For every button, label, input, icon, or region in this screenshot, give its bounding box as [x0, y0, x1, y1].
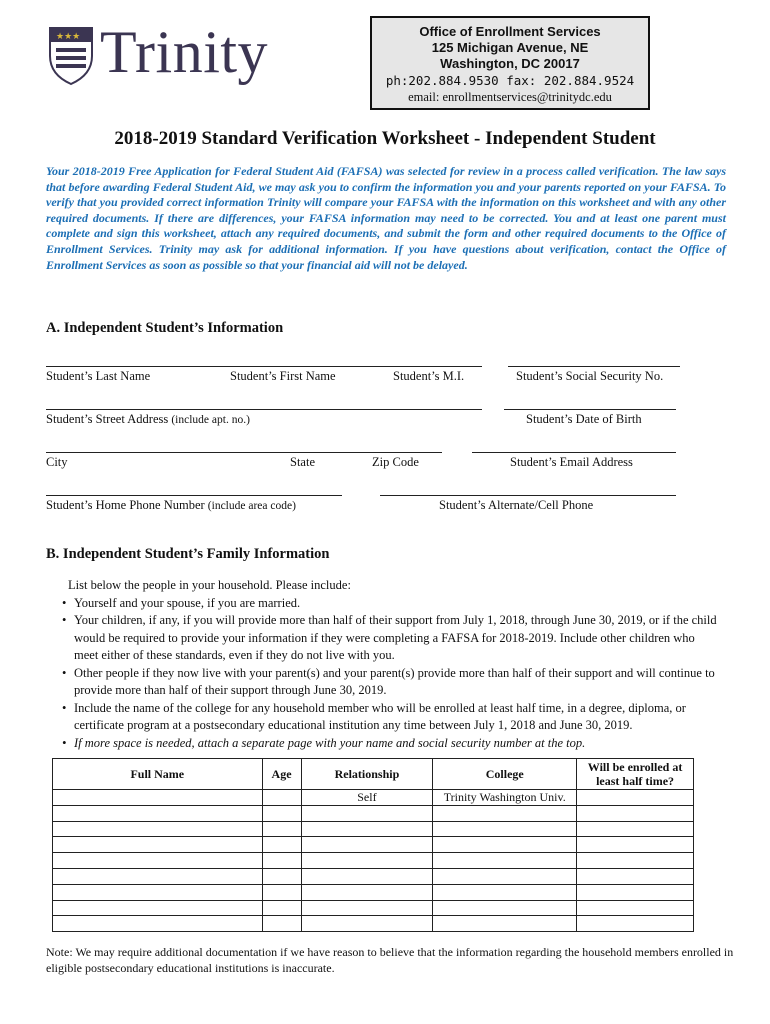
cell-half-time[interactable]: [577, 790, 694, 806]
ssn-label: Student’s Social Security No.: [516, 369, 664, 383]
office-email: email: enrollmentservices@trinitydc.edu: [408, 90, 612, 104]
table-row: [53, 821, 694, 837]
cell-full-name[interactable]: [53, 884, 263, 900]
logo-wordmark: Trinity: [100, 19, 269, 85]
city-label: City: [46, 455, 68, 469]
cell-age[interactable]: [262, 790, 301, 806]
col-header-age: Age: [262, 759, 301, 790]
cell-phone-label: Student’s Alternate/Cell Phone: [439, 498, 594, 512]
col-header-full-name: Full Name: [53, 759, 263, 790]
cell-age[interactable]: [262, 837, 301, 853]
table-row: [53, 837, 694, 853]
last-name-label: Student’s Last Name: [46, 369, 151, 383]
first-name-label: Student’s First Name: [230, 369, 336, 383]
table-header-row: [53, 759, 694, 790]
shield-crest-icon: [48, 26, 94, 86]
city-state-zip-line[interactable]: [46, 452, 442, 453]
cell-full-name[interactable]: [53, 853, 263, 869]
cell-age[interactable]: [262, 900, 301, 916]
cell-half-time[interactable]: [577, 821, 694, 837]
cell-relationship[interactable]: [301, 821, 433, 837]
cell-relationship[interactable]: [301, 884, 433, 900]
list-item: • Your children, if any, if you will provide more than half of their support from July 1, 2018, through June 30, 2019, or if the child would be required to provide your information if they were completing a FAFSA for 2018-2019. Include other children who meet either of these standards, even if they do not live with you.: [62, 612, 722, 665]
cell-age[interactable]: [262, 884, 301, 900]
street-address-label: [46, 412, 250, 427]
cell-full-name[interactable]: [53, 868, 263, 884]
cell-relationship[interactable]: [301, 853, 433, 869]
cell-half-time[interactable]: [577, 884, 694, 900]
cell-half-time[interactable]: [577, 837, 694, 853]
cell-half-time[interactable]: [577, 900, 694, 916]
email-label: Student’s Email Address: [510, 455, 633, 469]
cell-college[interactable]: [433, 916, 577, 932]
table-row: [53, 805, 694, 821]
mi-label: Student’s M.I.: [393, 369, 465, 383]
cell-full-name[interactable]: [53, 805, 263, 821]
cell-full-name[interactable]: [53, 900, 263, 916]
office-name: Office of Enrollment Services: [419, 24, 601, 39]
section-b-heading: B. Independent Student’s Family Information: [46, 546, 330, 562]
document-title: 2018-2019 Standard Verification Worksheet - Independent Student: [114, 128, 656, 149]
table-row: [53, 916, 694, 932]
trinity-logo: [48, 19, 288, 90]
cell-full-name[interactable]: [53, 821, 263, 837]
table-row: [53, 900, 694, 916]
street-address-label-text: Student’s Street Address: [46, 412, 169, 426]
cell-college[interactable]: [433, 868, 577, 884]
home-phone-label-text: Student’s Home Phone Number: [46, 498, 205, 512]
office-phone-fax: ph:202.884.9530 fax: 202.884.9524: [385, 73, 635, 88]
street-address-note: (include apt. no.): [171, 414, 250, 426]
cell-college[interactable]: [433, 837, 577, 853]
section-a-heading: A. Independent Student’s Information: [46, 320, 284, 336]
cell-full-name[interactable]: [53, 837, 263, 853]
list-item: • If more space is needed, attach a separate page with your name and social security number at the top.: [62, 735, 722, 753]
home-phone-line[interactable]: [46, 495, 342, 496]
table-row: [53, 868, 694, 884]
cell-college[interactable]: [433, 900, 577, 916]
state-label: State: [290, 455, 315, 469]
cell-relationship[interactable]: [301, 805, 433, 821]
home-phone-note: (include area code): [207, 500, 296, 512]
last-first-mi-line[interactable]: [46, 366, 482, 367]
list-item: • Other people if they now live with your parent(s) and your parent(s) provide more than half of their support and will continue to provide more than half of their support through June 30, 2019.: [62, 665, 722, 700]
cell-relationship[interactable]: [301, 837, 433, 853]
cell-college[interactable]: [433, 853, 577, 869]
cell-relationship[interactable]: [301, 868, 433, 884]
col-header-college: College: [433, 759, 577, 790]
ssn-line[interactable]: [508, 366, 680, 367]
cell-college[interactable]: Trinity Washington Univ.: [433, 790, 577, 806]
office-street: 125 Michigan Avenue, NE: [431, 40, 589, 55]
cell-relationship[interactable]: [301, 916, 433, 932]
table-row: [53, 790, 694, 806]
col-header-relationship: Relationship: [301, 759, 433, 790]
intro-paragraph: Your 2018-2019 Free Application for Federal Student Aid (FAFSA) was selected for review in a process called verification. The law says that before awarding Federal Student Aid, we may ask you to confirm the information you and your parents reported on your FAFSA. To verify that you provided correct information Trinity will compare your FAFSA with the information on this worksheet and with any other required documents. If there are differences, your FAFSA information may need to be corrected. You and at least one parent must complete and sign this worksheet, attach any required documents, and submit the form and other required documents to the Office of Enrollment Services. Trinity may ask for additional information. If you have questions about verification, contact the Office of Enrollment Services as soon as possible so that your financial aid will not be delayed.: [46, 164, 726, 272]
list-item: • Include the name of the college for any household member who will be enrolled at least half time, in a degree, diploma, or certificate program at a postsecondary educational institution any time between July 1, 2018 and June 30, 2019.: [62, 700, 722, 735]
col-header-half-time: Will be enrolled at least half time?: [577, 759, 694, 790]
household-lead: List below the people in your household. Please include:: [68, 578, 351, 592]
note-text: Note: We may require additional documentation if we have reason to believe that the information regarding the household members enrolled in eligible postsecondary educational institutions is inaccurate.: [46, 945, 734, 975]
cell-age[interactable]: [262, 916, 301, 932]
cell-full-name[interactable]: [53, 916, 263, 932]
cell-college[interactable]: [433, 805, 577, 821]
cell-college[interactable]: [433, 821, 577, 837]
cell-college[interactable]: [433, 884, 577, 900]
table-row: [53, 853, 694, 869]
zip-label: Zip Code: [372, 455, 419, 469]
household-table: [52, 758, 694, 932]
cell-relationship[interactable]: Self: [301, 790, 433, 806]
home-phone-label: [46, 498, 296, 513]
cell-age[interactable]: [262, 805, 301, 821]
street-address-line[interactable]: [46, 409, 482, 410]
table-row: [53, 884, 694, 900]
cell-age[interactable]: [262, 853, 301, 869]
cell-full-name[interactable]: [53, 790, 263, 806]
cell-age[interactable]: [262, 868, 301, 884]
cell-relationship[interactable]: [301, 900, 433, 916]
list-item: • Yourself and your spouse, if you are married.: [62, 595, 722, 613]
cell-phone-line[interactable]: [380, 495, 676, 496]
office-contact-box: [370, 16, 650, 110]
household-instructions: [62, 577, 722, 752]
svg-text:★★★: ★★★: [56, 32, 81, 42]
office-city: Washington, DC 20017: [440, 56, 580, 71]
dob-line[interactable]: [504, 409, 676, 410]
dob-label: Student’s Date of Birth: [526, 412, 642, 426]
cell-half-time[interactable]: [577, 868, 694, 884]
cell-half-time[interactable]: [577, 805, 694, 821]
email-line[interactable]: [472, 452, 676, 453]
cell-half-time[interactable]: [577, 916, 694, 932]
cell-age[interactable]: [262, 821, 301, 837]
cell-half-time[interactable]: [577, 853, 694, 869]
